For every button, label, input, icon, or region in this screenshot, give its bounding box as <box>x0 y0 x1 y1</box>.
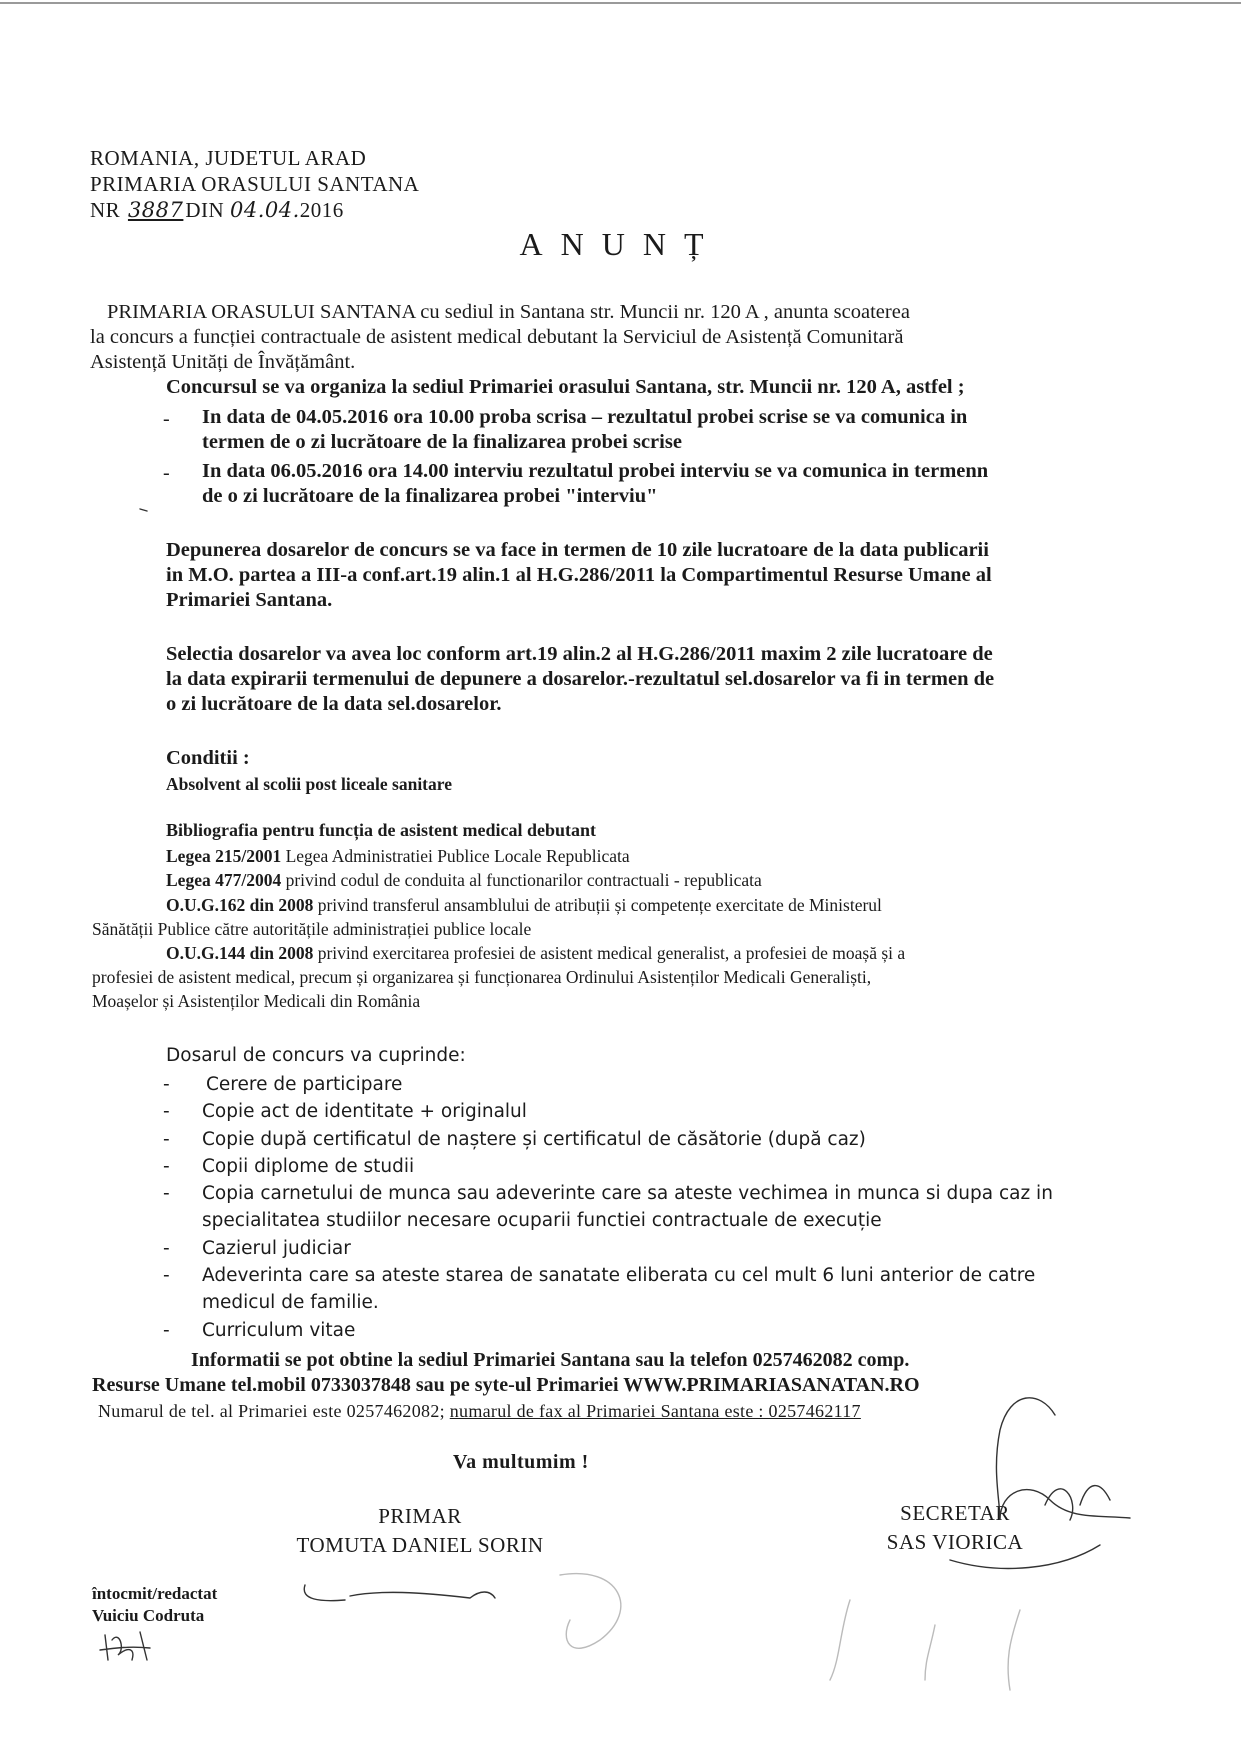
law-4-ref: O.U.G.144 din 2008 <box>166 943 314 963</box>
nr-prefix: NR <box>90 198 121 222</box>
margin-tick <box>140 509 147 511</box>
selectia-line-3: o zi lucrătoare de la data sel.dosarelor. <box>166 693 502 715</box>
secretar-name: SAS VIORICA <box>886 1530 1024 1554</box>
depunere-line-1: Depunerea dosarelor de concurs se va face in termen de 10 zile lucratoare de la data publicarii <box>166 539 989 561</box>
dosar-item: - Adeverinta care sa ateste starea de sanatate eliberata cu cel mult 6 luni anterior de catre medicul de familie. <box>163 1262 1053 1317</box>
dosar-item: - Curriculum vitae <box>163 1317 1053 1344</box>
dosar-item: - Copia carnetului de munca sau adeverinte care sa ateste vechimea in munca si dupa caz in specialitatea studiilor necesare ocuparii functiei contractuale de execuție <box>163 1180 1053 1235</box>
primar-signature <box>304 1585 495 1601</box>
schedule-item-1-line-2: termen de o zi lucrătoare de la finalizarea probei scrise <box>202 431 682 453</box>
primar-title: PRIMAR <box>378 1504 462 1528</box>
intro-line-3: Asistență Unități de Învățământ. <box>90 351 356 373</box>
dosar-item: - Cerere de participare <box>163 1071 1053 1098</box>
dosar-item: - Copie după certificatul de naștere și certificatul de căsătorie (după caz) <box>163 1126 1053 1153</box>
dosar-item-text: Cazierul judiciar <box>202 1237 351 1259</box>
dosar-item: - Cazierul judiciar <box>163 1235 1053 1262</box>
stamp-trace <box>560 1574 621 1649</box>
law-1-desc: Legea Administratiei Publice Locale Republicata <box>285 846 630 866</box>
secretar-title: SECRETAR <box>900 1501 1010 1525</box>
conditii-item: Absolvent al scolii post liceale sanitare <box>166 774 452 794</box>
depunere-line-3: Primariei Santana. <box>166 589 333 611</box>
dosar-item-line-2: specialitatea studiilor necesare ocuparii functiei contractuale de execuție <box>202 1210 882 1232</box>
dosar-item-text: Cerere de participare <box>206 1074 403 1095</box>
footer-prepared-name: Vuiciu Codruta <box>92 1606 205 1625</box>
schedule-bullet-1: - <box>163 408 170 430</box>
stamp-trace-right <box>830 1600 1020 1690</box>
bibliografia-heading: Bibliografia pentru funcția de asistent medical debutant <box>166 820 597 840</box>
secretar-signature-sweep <box>950 1545 1100 1568</box>
info-line-1: Informatii se pot obtine la sediul Primariei Santana sau la telefon 0257462082 comp. <box>191 1349 910 1371</box>
selectia-line-1: Selectia dosarelor va avea loc conform art.19 alin.2 al H.G.286/2011 maxim 2 zile lucratoare de <box>166 643 993 665</box>
dosar-item-text: Copii diplome de studii <box>202 1155 415 1177</box>
intro-line-2: la concurs a funcției contractuale de asistent medical debutant la Serviciul de Asistență Comunitară <box>90 326 904 348</box>
dosar-item-line-1: Copia carnetului de munca sau adeverinte care sa ateste vechimea in munca si dupa caz in <box>202 1183 1053 1205</box>
conditii-heading: Conditii : <box>166 747 250 769</box>
law-1-ref: Legea 215/2001 <box>166 846 282 866</box>
dosar-item-text: Copie act de identitate + originalul <box>202 1101 527 1123</box>
header-line-county: ROMANIA, JUDETUL ARAD <box>90 146 367 170</box>
document-title: ANUNȚ <box>519 226 722 262</box>
law-3-continuation: Sănătății Publice către autoritățile administrației publice locale <box>92 919 532 939</box>
dosar-item-text: Curriculum vitae <box>202 1319 356 1341</box>
law-2-desc: privind codul de conduita al functionarilor contractuali - republicata <box>285 870 762 890</box>
depunere-line-2: in M.O. partea a III-a conf.art.19 alin.1 al H.G.286/2011 la Compartimentul Resurse Umane al <box>166 564 992 586</box>
schedule-item-1-line-1: In data de 04.05.2016 ora 10.00 proba scrisa – rezultatul probei scrise se va comunica in <box>202 406 968 428</box>
law-4-continuation: profesiei de asistent medical, precum și organizarea și funcționarea Ordinului Asistenților Medicali Generaliști, <box>92 967 872 987</box>
dosar-item: - Copii diplome de studii <box>163 1153 1053 1180</box>
law-3-desc: privind transferul ansamblului de atribuții și competențe exercitate de Ministerul <box>317 895 882 915</box>
dosar-item-text: Copie după certificatul de naștere și certificatul de căsătorie (după caz) <box>202 1128 866 1150</box>
dosar-item: - Copie act de identitate + originalul <box>163 1098 1053 1125</box>
din-label: DIN <box>185 198 225 222</box>
dosar-item-line-1: Adeverinta care sa ateste starea de sanatate eliberata cu cel mult 6 luni anterior de catre <box>202 1265 1036 1287</box>
intro-line-1: PRIMARIA ORASULUI SANTANA cu sediul in Santana str. Muncii nr. 120 A , anunta scoaterea <box>107 301 910 323</box>
schedule-item-2-line-2: de o zi lucrătoare de la finalizarea probei "interviu" <box>202 485 658 507</box>
law-4-desc: privind exercitarea profesiei de asistent medical generalist, a profesiei de moașă și a <box>317 943 906 963</box>
footer-prepared-by: întocmit/redactat <box>92 1584 218 1603</box>
registration-date: 04.04. <box>229 198 300 222</box>
info-phone: Numarul de tel. al Primariei este 0257462082; <box>98 1401 445 1421</box>
law-4-continuation-2: Moașelor și Asistenților Medicali din România <box>92 991 421 1011</box>
registration-number: 3887 <box>127 198 184 222</box>
intro-line-4: Concursul se va organiza la sediul Primariei orasului Santana, str. Muncii nr. 120 A, astfel ; <box>166 376 965 398</box>
dosar-item-line-2: medicul de familie. <box>202 1292 379 1314</box>
schedule-bullet-2: - <box>163 462 170 484</box>
registration-year: 2016 <box>299 198 344 222</box>
dosar-heading: Dosarul de concurs va cuprinde: <box>166 1045 466 1066</box>
thanks-text: Va multumim ! <box>453 1451 589 1473</box>
selectia-line-2: la data expirarii termenului de depunere a dosarelor.-rezultatul sel.dosarelor va fi in termen de <box>166 668 995 690</box>
secretar-signature <box>996 1398 1130 1520</box>
info-line-2: Resurse Umane tel.mobil 0733037848 sau pe syte-ul Primariei WWW.PRIMARIASANATAN.RO <box>92 1374 920 1396</box>
header-line-institution: PRIMARIA ORASULUI SANTANA <box>90 172 420 196</box>
primar-name: TOMUTA DANIEL SORIN <box>296 1533 544 1557</box>
info-fax: numarul de fax al Primariei Santana este : 0257462117 <box>449 1401 861 1421</box>
law-2-ref: Legea 477/2004 <box>166 870 282 890</box>
footer-initials <box>100 1632 150 1660</box>
law-3-ref: O.U.G.162 din 2008 <box>166 895 314 915</box>
schedule-item-2-line-1: In data 06.05.2016 ora 14.00 interviu rezultatul probei interviu se va comunica in termenn <box>202 460 989 482</box>
footer-block <box>92 1583 217 1627</box>
